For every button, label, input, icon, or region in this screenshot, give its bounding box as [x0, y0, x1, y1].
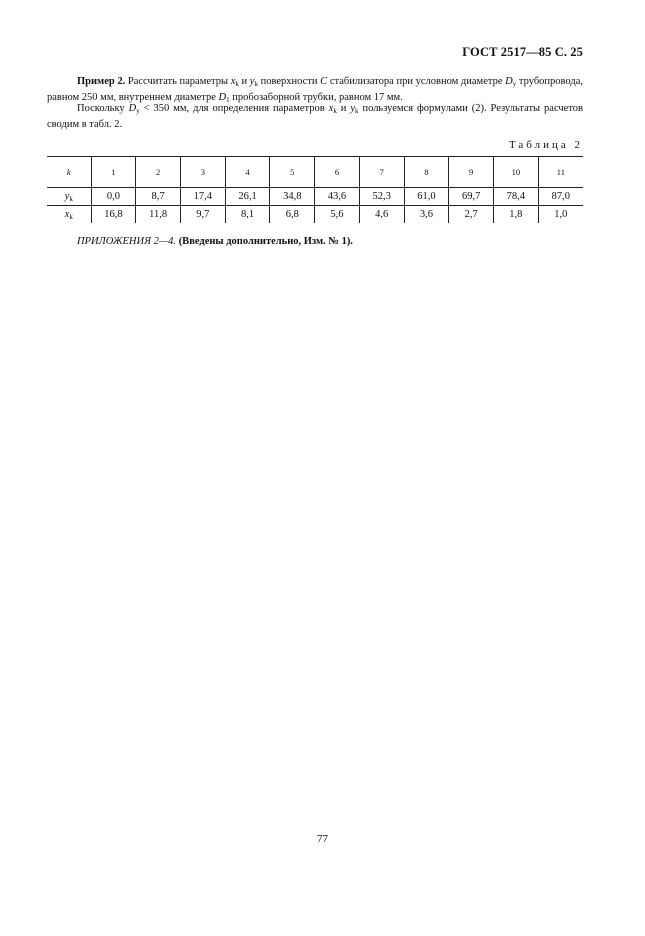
example-label: Пример 2. [77, 76, 126, 87]
example-text-1: Рассчитать параметры [125, 76, 231, 87]
table-cell: 9,7 [180, 206, 225, 224]
header-cell: 10 [494, 157, 539, 188]
second-paragraph [47, 102, 583, 132]
dy-symbol: D [505, 76, 513, 87]
d1-subscript: 1 [226, 96, 230, 105]
header-cell: 6 [315, 157, 360, 188]
row-label-cell [47, 188, 91, 206]
table-cell: 1,8 [494, 206, 539, 224]
header-cell: 8 [404, 157, 449, 188]
example-text-2: поверхности [257, 76, 321, 87]
header-cell: 2 [136, 157, 181, 188]
yk-symbol: y [249, 76, 255, 87]
dy-symbol: D [128, 103, 137, 114]
yk-subscript: k [355, 107, 359, 115]
row-label-symbol: y [64, 190, 70, 202]
row-label-subscript: k [69, 194, 73, 203]
header-cell: 5 [270, 157, 315, 188]
example-text-3: стабилизатора при условном диаметре [327, 76, 506, 87]
table-cell: 3,6 [404, 206, 449, 224]
table-row [47, 206, 583, 224]
para2-text-2: < 350 мм, для определения параметров [139, 103, 329, 114]
table-cell: 8,7 [136, 188, 181, 206]
table-cell: 6,8 [270, 206, 315, 224]
example-text-5: пробозаборной трубки, равном 17 мм. [229, 92, 403, 104]
table-caption: Таблица 2 [508, 139, 583, 151]
d1-symbol: D [218, 92, 227, 104]
table-cell: 8,1 [225, 206, 270, 224]
table-cell: 0,0 [91, 188, 136, 206]
dy-subscript: y [512, 80, 517, 88]
yk-subscript: k [254, 80, 258, 88]
table-row [47, 188, 583, 206]
results-table [47, 156, 583, 223]
table-cell: 43,6 [315, 188, 360, 206]
table-cell: 61,0 [404, 188, 449, 206]
row-label-symbol: x [64, 208, 70, 220]
para2-text-3: пользуемся формулами (2). Результаты расчетов сводим в табл. 2. [47, 103, 584, 131]
dy-subscript: y [136, 107, 140, 115]
page-header: ГОСТ 2517—85 С. 25 [462, 45, 583, 59]
table-cell: 2,7 [449, 206, 494, 224]
table-cell: 52,3 [359, 188, 404, 206]
table-cell: 17,4 [180, 188, 225, 206]
yk-symbol: y [350, 103, 356, 114]
header-cell: 11 [538, 157, 583, 188]
header-cell: 7 [359, 157, 404, 188]
xk-symbol: x [328, 103, 334, 114]
row-label-cell [47, 206, 91, 224]
table-cell: 78,4 [494, 188, 539, 206]
table-cell: 69,7 [449, 188, 494, 206]
header-cell: 9 [449, 157, 494, 188]
note-text: (Введены дополнительно, Изм. № 1). [176, 236, 353, 247]
page-number: 77 [317, 833, 328, 845]
c-symbol: C [320, 76, 328, 87]
xk-symbol: x [230, 76, 236, 87]
para2-text-1: Поскольку [77, 103, 129, 114]
header-cell: 3 [180, 157, 225, 188]
table-cell: 5,6 [315, 206, 360, 224]
appendix-note [77, 236, 353, 247]
row-label-subscript: k [69, 212, 73, 221]
and-word: и [336, 103, 351, 114]
table-cell: 16,8 [91, 206, 136, 224]
header-cell: 1 [91, 157, 136, 188]
xk-subscript: k [235, 80, 239, 88]
table-cell: 4,6 [359, 206, 404, 224]
example-text-4: трубопровода, равном 250 мм, внутреннем диаметре [47, 76, 583, 104]
table-cell: 11,8 [136, 206, 181, 224]
header-cell: 4 [225, 157, 270, 188]
xk-subscript: k [333, 107, 337, 115]
table-cell: 34,8 [270, 188, 315, 206]
note-label: ПРИЛОЖЕНИЯ 2—4. [77, 236, 177, 247]
table-cell: 87,0 [538, 188, 583, 206]
k-symbol: k [66, 167, 71, 177]
table-header-row [47, 157, 583, 188]
and-word: и [238, 76, 250, 87]
table-cell: 26,1 [225, 188, 270, 206]
header-k-cell [47, 157, 91, 188]
table-cell: 1,0 [538, 206, 583, 224]
